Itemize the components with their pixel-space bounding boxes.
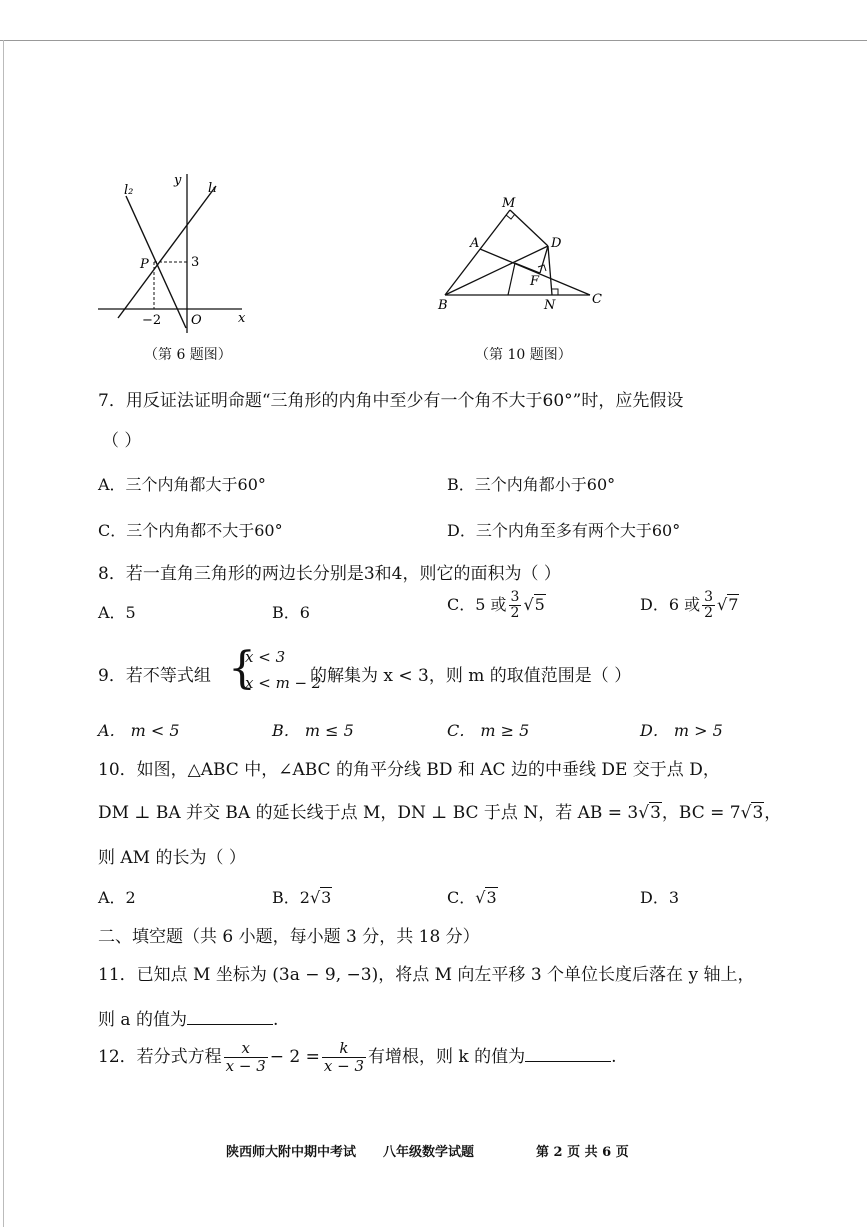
fig6-label-y: y	[174, 173, 182, 188]
fig6-label-minus2: −2	[142, 313, 162, 328]
q10-option-d: D．3	[640, 888, 680, 907]
q12-end: .	[611, 1047, 617, 1067]
fig10-segment-DN	[548, 246, 552, 295]
fig10-label-D: D	[551, 236, 562, 251]
figure-6-caption: （第 6 题图）	[144, 347, 232, 363]
q10-b-radicand: 3	[321, 888, 332, 907]
q12-middle: − 2 =	[269, 1047, 320, 1067]
figure-10-caption: （第 10 题图）	[475, 347, 572, 363]
fig10-label-F: F	[530, 274, 540, 289]
q12-frac2-numerator: k	[322, 1040, 366, 1058]
fig6-label-l1: l₁	[208, 181, 218, 196]
fig10-segment-inner-1	[508, 263, 515, 295]
q10-option-b: B．2√3	[272, 888, 332, 907]
fig10-right-angle-N	[552, 289, 558, 295]
fig6-line-l1	[118, 186, 216, 318]
q12-frac1-denominator: x − 3	[225, 1057, 266, 1075]
q12-prefix: 12．若分式方程	[98, 1047, 222, 1067]
q7-stem: 7．用反证法证明命题“三角形的内角中至少有一个角不大于60°”时，应先假设	[98, 391, 684, 411]
q10-option-c: C．√3	[447, 888, 497, 907]
fig6-label-O: O	[191, 313, 202, 328]
figure-6-graph	[90, 168, 260, 343]
q10-line-2: DM ⊥ BA 并交 BA 的延长线于点 M，DN ⊥ BC 于点 N，若 AB = 3√3，BC = 7√3，	[98, 803, 782, 823]
q12-suffix: 有增根，则 k 的值为	[367, 1047, 526, 1067]
fig10-right-angle-M	[506, 214, 515, 219]
q7-option-a: A．三个内角都大于60°	[98, 475, 266, 494]
q12-answer-blank[interactable]	[525, 1061, 611, 1062]
q8-option-d-fraction	[702, 590, 715, 621]
q9-brace: {	[228, 643, 256, 694]
q10-option-c-prefix: C．	[447, 888, 476, 907]
fig10-segment-inner-2	[515, 263, 540, 273]
q8-d-numerator: 3	[704, 589, 714, 605]
q8-option-a: A．5	[98, 603, 136, 622]
q7-option-b: B．三个内角都小于60°	[447, 475, 616, 494]
page-top-border	[0, 40, 867, 41]
figure-10-triangle	[430, 195, 620, 320]
q10-line-3: 则 AM 的长为（ ）	[98, 848, 246, 868]
fig10-segment-MD	[510, 210, 548, 246]
q9-inequality-1: x < 3	[245, 648, 286, 666]
fig10-line-BM	[445, 210, 510, 295]
q10-line-2-part-c: ，	[764, 803, 782, 823]
fig6-label-l2: l₂	[124, 183, 134, 198]
q12-frac2-denominator: x − 3	[323, 1057, 364, 1075]
fig10-label-M: M	[502, 196, 516, 211]
q8-option-b: B．6	[272, 603, 310, 622]
q10-line-2-part-b: ，BC = 7	[661, 803, 741, 823]
q8-option-c-fraction	[509, 590, 522, 621]
q8-d-radicand: 7	[728, 595, 739, 614]
q12-line	[98, 1040, 617, 1075]
q7-option-c: C．三个内角都不大于60°	[98, 521, 283, 540]
q11-end: .	[272, 1010, 279, 1030]
q9-option-d: D． m > 5	[640, 721, 723, 740]
q9-option-c: C． m ≥ 5	[447, 721, 530, 740]
q11-line-2	[98, 1005, 278, 1030]
fig6-label-P: P	[140, 257, 149, 272]
q8-option-c: C．5 或 $\frac{3}{2}$ √5	[447, 589, 545, 621]
fig10-label-B: B	[438, 298, 448, 313]
q9-option-a: A． m < 5	[98, 721, 180, 740]
fig10-label-A: A	[470, 236, 480, 251]
footer-page-number: 第 2 页 共 6 页	[536, 1145, 629, 1160]
q10-radicand-1: 3	[650, 803, 661, 823]
footer-subject: 八年级数学试题	[383, 1145, 475, 1160]
q12-frac1-numerator: x	[224, 1040, 268, 1058]
q8-option-d: D．6 或 $\frac{3}{2}$ √7	[640, 589, 739, 621]
q11-line-1: 11．已知点 M 坐标为 (3a − 9, −3)，将点 M 向左平移 3 个单位长度后落在 y 轴上，	[98, 965, 755, 985]
q8-d-denominator: 2	[704, 605, 714, 621]
q9-inequality-2: x < m − 2	[245, 674, 322, 692]
q11-answer-blank[interactable]	[187, 1024, 273, 1025]
q10-radicand-2: 3	[752, 803, 764, 823]
q8-c-radicand: 5	[534, 595, 545, 614]
q12-fraction-2	[322, 1040, 366, 1075]
section-2-title: 二、填空题（共 6 小题，每小题 3 分，共 18 分）	[98, 927, 480, 947]
q12-fraction-1	[224, 1040, 268, 1075]
q7-answer-paren: （ ）	[102, 431, 142, 451]
q7-option-d: D．三个内角至多有两个大于60°	[447, 521, 681, 540]
q10-option-b-prefix: B．2	[272, 888, 310, 907]
fig6-label-x: x	[238, 311, 246, 326]
q10-c-radicand: 3	[486, 888, 497, 907]
q8-option-d-prefix: D．6 或	[640, 595, 701, 614]
q8-c-numerator: 3	[510, 589, 520, 605]
q10-line-1: 10．如图，△ABC 中，∠ABC 的角平分线 BD 和 AC 边的中垂线 DE 交于点 D，	[98, 760, 720, 780]
q8-stem: 8．若一直角三角形的两边长分别是3和4，则它的面积为（ ）	[98, 564, 561, 584]
fig10-label-N: N	[544, 298, 556, 313]
q8-option-c-prefix: C．5 或	[447, 595, 507, 614]
q11-line-2-text: 则 a 的值为	[98, 1010, 187, 1030]
q9-prefix: 9．若不等式组	[98, 666, 211, 686]
fig10-label-C: C	[592, 292, 602, 307]
q10-option-a: A．2	[98, 888, 136, 907]
q9-suffix: 的解集为 x < 3，则 m 的取值范围是（ ）	[310, 666, 632, 686]
page-left-border	[3, 40, 4, 1227]
fig6-label-3: 3	[191, 255, 200, 270]
q8-c-denominator: 2	[510, 605, 520, 621]
q9-option-b: B． m ≤ 5	[272, 721, 354, 740]
q10-line-2-part-a: DM ⊥ BA 并交 BA 的延长线于点 M，DN ⊥ BC 于点 N，若 AB = 3	[98, 803, 639, 823]
fig10-segment-DF	[540, 246, 548, 273]
footer-school: 陕西师大附中期中考试	[226, 1145, 357, 1160]
